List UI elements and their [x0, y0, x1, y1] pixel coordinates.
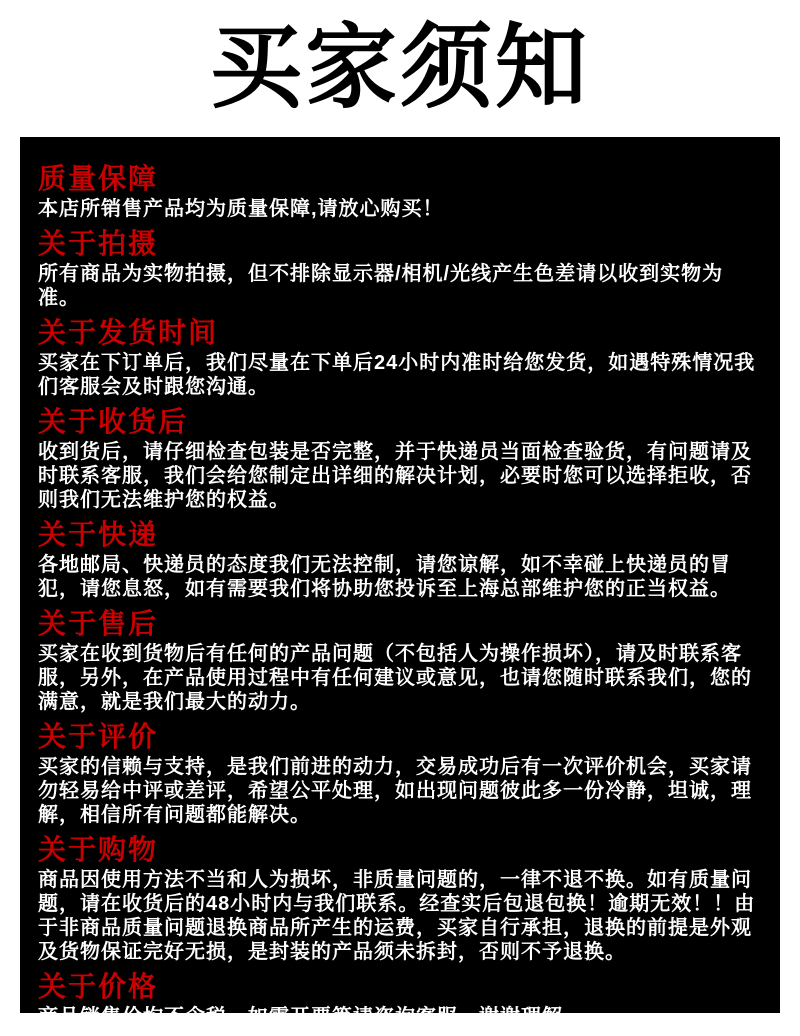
section-body: 商品因使用方法不当和人为损坏，非质量问题的，一律不退不换。如有质量问题，请在收货后的48小时内与我们联系。经查实后包退包换！逾期无效！！由于非商品质量问题退换商品所产生的运费，买家自行承担，退换的前提是外观及货物保证完好无损，是封装的产品须未拆封，否则不予退换。	[38, 869, 756, 963]
section-heading: 关于价格	[38, 971, 159, 1002]
page-header	[0, 0, 800, 137]
section-body: 买家的信赖与支持，是我们前进的动力，交易成功后有一次评价机会，买家请勿轻易给中评或差评，希望公平处理，如出现问题彼此多一份冷静，坦诚，理解，相信所有问题都能解决。	[38, 756, 752, 826]
section-shipping-time	[38, 317, 762, 399]
section-pricing	[38, 971, 762, 1029]
section-body: 买家在下订单后，我们尽量在下单后24小时内准时给您发货，如遇特殊情况我们客服会及时跟您沟通。	[38, 352, 756, 398]
section-body: 各地邮局、快递员的态度我们无法控制，请您谅解，如不幸碰上快递员的冒犯，请您息怒，如有需要我们将协助您投诉至上海总部维护您的正当权益。	[38, 554, 731, 600]
section-after-receipt	[38, 406, 762, 512]
section-heading: 关于购物	[38, 834, 159, 865]
section-body: 所有商品为实物拍摄，但不排除显示器/相机/光线产生色差请以收到实物为准。	[38, 263, 724, 309]
section-reviews	[38, 721, 762, 827]
page-title: 买家须知	[209, 17, 590, 120]
section-heading: 关于售后	[38, 608, 159, 639]
section-heading: 关于收货后	[38, 406, 189, 437]
section-after-sales	[38, 608, 762, 714]
section-courier	[38, 519, 762, 601]
section-body: 收到货后，请仔细检查包装是否完整，并于快递员当面检查验货，有问题请及时联系客服，我们会给您制定出详细的解决计划，必要时您可以选择拒收，否则我们无法维护您的权益。	[38, 441, 752, 511]
section-heading: 关于拍摄	[38, 228, 159, 259]
section-heading: 关于快递	[38, 519, 159, 550]
section-body: 本店所销售产品均为质量保障,请放心购买！	[38, 198, 444, 220]
section-photography	[38, 228, 762, 310]
section-heading: 关于发货时间	[38, 317, 219, 348]
section-body: 买家在收到货物后有任何的产品问题（不包括人为操作损坏），请及时联系客服，另外，在产品使用过程中有任何建议或意见，也请您随时联系我们，您的满意，就是我们最大的动力。	[38, 643, 752, 713]
section-heading: 关于评价	[38, 721, 159, 752]
section-heading: 质量保障	[38, 163, 159, 194]
buyer-notice-panel	[20, 137, 780, 1028]
section-purchasing	[38, 834, 762, 964]
section-quality-guarantee	[38, 163, 762, 221]
section-body: 商品销售价均不含税，如需开票等请咨询客服，谢谢理解。	[38, 1006, 584, 1028]
